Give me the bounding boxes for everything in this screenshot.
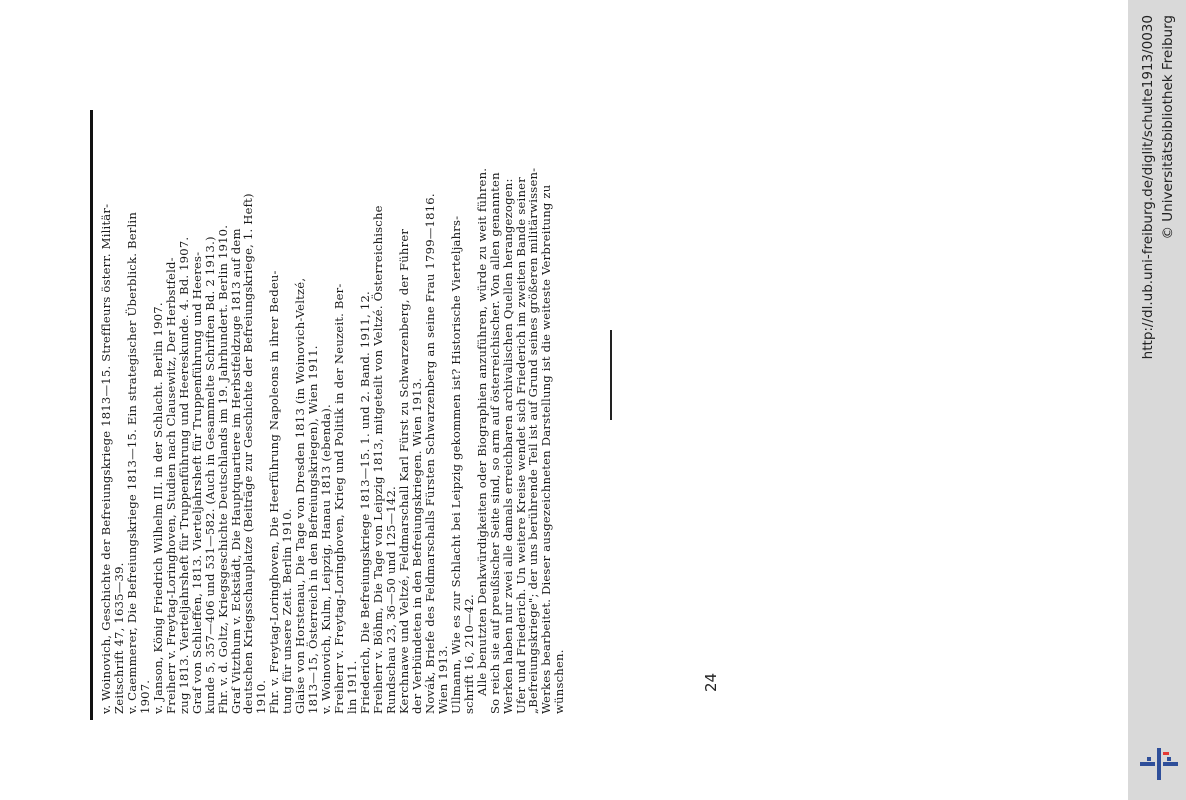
bibliography-entry: Friederich, Die Befreiungskriege 1813—15. 1. und 2. Band. 1911, 12. [358, 291, 373, 714]
bibliography-entry: Fhr. v. Freytag-Loringhoven, Die Heerführung Napoleons in ihrer Bedeu- [267, 270, 282, 714]
copyright-text: © Universitätsbibliothek Freiburg [1160, 15, 1176, 240]
text-line: Werken haben nur zwei alle damals erreichbaren archivalischen Quellen herangezogen: [500, 178, 515, 714]
bibliography-entry: v. Woinovich, Kulm, Leipzig, Hanau 1813 (ebenda). [319, 404, 334, 714]
text-line: lin 1911. [345, 660, 360, 714]
text-line: So reich sie auf preußischer Seite sind, so arm auf österreichischer. Von allen genannten [487, 172, 502, 714]
bibliography-entry: Freiherr v. Böhm, Die Tage von Leipzig 1813, mitgeteilt von Veltzé. Österreichische [371, 205, 386, 714]
viewer-sidebar [1128, 0, 1186, 800]
bibliography-entry: Freiherr v. Freytag-Loringhoven, Krieg und Politik in der Neuzeit. Ber- [332, 283, 347, 714]
bibliography-entry: v. Janson, König Friedrich Wilhelm III. in der Schlacht. Berlin 1907. [150, 302, 165, 714]
text-line: Wien 1913. [435, 645, 450, 714]
text-line: „Befreiungskriege"; der uns berührende Teil ist auf Grund seines größeren militärwissen- [526, 167, 541, 714]
text-line: 1907. [137, 679, 152, 714]
bibliography-list [100, 114, 566, 714]
text-line: tung für unsere Zeit. Berlin 1910. [280, 508, 295, 714]
bibliography-entry: v. Woinovich, Geschichte der Befreiungskriege 1813—15. Streffleurs österr. Militär- [99, 203, 113, 714]
source-url-link[interactable]: http://dl.ub.uni-freiburg.de/diglit/schulte1913/0030 [1140, 15, 1156, 360]
text-line: wünschen. [552, 649, 567, 714]
bibliography-entry: Fhr. v. d. Goltz, Kriegsgeschichte Deutschlands im 19. Jahrhundert. Berlin 1910. [215, 224, 230, 714]
text-line: deutschen Kriegsschauplatze (Beiträge zur Geschichte der Befreiungskriege, 1. Heft) [241, 193, 256, 714]
bibliography-entry: Freiherr v. Freytag-Loringhoven, Studien nach Clausewitz, Der Herbstfeld- [163, 257, 178, 714]
text-line: 1813—15, Österreich in den Befreiungskriegen), Wien 1911. [306, 345, 321, 714]
sidebar-credits [1138, 15, 1178, 560]
section-divider [610, 330, 612, 420]
text-line: Ufer und Friederich. Un weitere Kreise wendet sich Friederich im zweiten Bande seiner [513, 177, 528, 714]
rotated-page-content [90, 80, 810, 720]
text-line: Alle benutzten Denkwürdigkeiten oder Biographien anzuführen, würde zu weit führen. [474, 167, 489, 696]
ub-freiburg-logo-icon[interactable] [1138, 748, 1180, 780]
text-line: Zeitschrift 47, 1635—39. [111, 562, 126, 714]
text-line: Rundschau 23, 36—50 und 125—142. [383, 486, 398, 714]
bibliography-entry: v. Caemmerer, Die Befreiungskriege 1813—15. Ein strategischer Überblick. Berlin [124, 211, 139, 714]
text-line: der Verbündeten in den Befreiungskriegen. Wien 1913. [409, 377, 424, 714]
top-rule [90, 110, 93, 720]
bibliography-entry: Novák, Briefe des Feldmarschalls Fürsten Schwarzenberg an seine Frau 1799—1816. [422, 193, 437, 714]
text-line: kunde 5, 357—406 und 531—582. (Auch in Gesammelte Schriften Bd. 2 1913.) [202, 236, 217, 714]
page-number: 24 [702, 672, 720, 692]
text-line: 1910. [254, 679, 269, 714]
bibliography-entry: Kerchnawe und Veltzé, Feldmarschall Karl Fürst zu Schwarzenberg, der Führer [396, 228, 411, 714]
bibliography-entry: Glaise von Horstenau, Die Tage von Dresden 1813 (in Woinovich-Veltzé, [293, 277, 308, 714]
bibliography-entry: Ullmann, Wie es zur Schlacht bei Leipzig gekommen ist? Historische Vierteljahrs- [448, 215, 463, 714]
bibliography-entry: Graf von Schlieffen, 1813. Vierteljahrsheft für Truppenführung und Heeres- [189, 251, 204, 714]
bibliography-entry: Graf Vitzthum v. Eckstädt, Die Hauptquartiere im Herbstfeldzuge 1813 auf dem [228, 228, 243, 714]
text-line: Werkes bearbeitet. Dieser ausgezeichneten Darstellung ist die weiteste Verbreitung zu [539, 184, 554, 714]
text-line: schrift 16, 210—42. [461, 594, 476, 714]
text-line: zug 1813. Vierteljahrsheft für Truppenführung und Heereskunde. 4. Bd. 1907. [176, 236, 191, 714]
